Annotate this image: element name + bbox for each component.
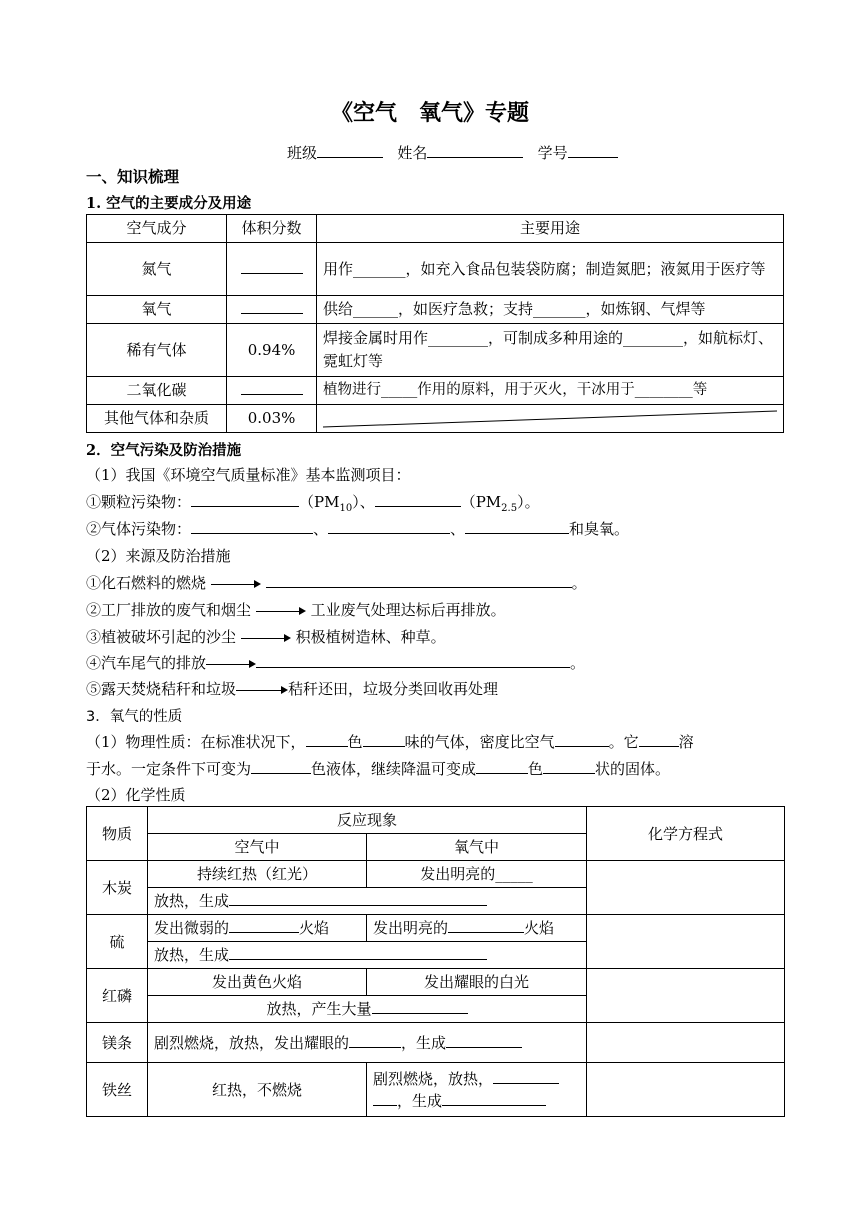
row-nitrogen-use: 用作_______，如充入食品包装袋防腐；制造氮肥；液氮用于医疗等: [317, 243, 784, 296]
row-co2-fraction[interactable]: [227, 377, 317, 405]
source-sand: ③植被破坏引起的沙尘: [86, 628, 237, 646]
source-factory: ②工厂排放的废气和烟尘: [86, 601, 252, 619]
row-co2-name: 二氧化碳: [87, 377, 227, 405]
equation-iron[interactable]: [587, 1063, 785, 1117]
pm25-close: ）。: [517, 493, 540, 511]
header-substance: 物质: [87, 807, 148, 861]
name-label: 姓名: [397, 144, 428, 162]
row-other-fraction: 0.03%: [227, 405, 317, 433]
equation-sulfur[interactable]: [587, 915, 785, 969]
subheading-oxygen: 3．氧气的性质: [86, 709, 183, 725]
phys-text-8: 色: [528, 760, 544, 778]
diagonal-strike-icon: [317, 405, 783, 432]
pm10-close: ）、: [352, 493, 375, 511]
carbon-air: 持续红热（红光）: [148, 861, 367, 888]
phys-text-9: 状的固体。: [595, 760, 671, 778]
phenomenon-blank-cont[interactable]: [373, 1091, 397, 1106]
source-line-5: [86, 678, 498, 699]
period: 。: [570, 654, 586, 672]
common-text: 放热，产生大量: [266, 1000, 372, 1018]
measure-blank-1[interactable]: [266, 573, 572, 588]
phys-text-6: 于水。一定条件下可变为: [86, 760, 252, 778]
gas-pollutant-line: [86, 518, 629, 539]
row-nitrogen-fraction[interactable]: [227, 243, 317, 296]
pollution-monitoring-intro: （1）我国《环境空气质量标准》基本监测项目：: [86, 466, 411, 484]
separator: 、: [313, 520, 329, 538]
phys-text-4: 。它: [608, 733, 639, 751]
measure-burning: 秸秆还田，垃圾分类回收再处理: [288, 680, 499, 698]
arrow-right-icon: [241, 633, 291, 643]
measure-blank-4[interactable]: [256, 653, 570, 668]
col-header-use: 主要用途: [317, 215, 784, 243]
iron-o2-text-2: ，生成: [397, 1091, 443, 1110]
name-blank[interactable]: [427, 143, 523, 158]
row-oxygen-name: 氧气: [87, 296, 227, 324]
odor-blank[interactable]: [363, 732, 405, 747]
phys-text-5: 溶: [678, 733, 694, 751]
phys-text-3: 味的气体，密度比空气: [404, 733, 555, 751]
source-line-2: [86, 599, 506, 620]
phosphorus-oxygen: 发出耀眼的白光: [367, 969, 587, 996]
reaction-table: [86, 806, 785, 1117]
pm10-subscript: 10: [339, 503, 353, 514]
sulfur-air: [148, 915, 367, 942]
color-blank[interactable]: [306, 732, 348, 747]
common-text: 放热，生成: [154, 946, 230, 964]
sulfur-o2-text: 发出明亮的: [373, 919, 449, 937]
sources-intro: （2）来源及防治措施: [86, 547, 231, 565]
pm10-blank[interactable]: [191, 492, 299, 507]
pm25-subscript: 2.5: [501, 503, 518, 514]
phenomenon-blank[interactable]: [493, 1069, 559, 1084]
density-blank[interactable]: [555, 732, 609, 747]
source-line-1: [86, 572, 587, 593]
carbon-oxygen: 发出明亮的_____: [367, 861, 587, 888]
iron-oxygen: [367, 1063, 587, 1117]
solubility-blank[interactable]: [639, 732, 679, 747]
substance-magnesium: 镁条: [87, 1023, 148, 1063]
sulfur-o2-flame: 火焰: [524, 919, 555, 937]
source-fossil-fuel: ①化石燃料的燃烧: [86, 574, 207, 592]
phosphorus-air: 发出黄色火焰: [148, 969, 367, 996]
arrow-right-icon: [236, 685, 288, 695]
gas-blank-3[interactable]: [465, 519, 569, 534]
class-blank[interactable]: [317, 143, 383, 158]
equation-carbon[interactable]: [587, 861, 785, 915]
phys-text-7: 色液体，继续降温可变成: [311, 760, 477, 778]
physical-property-line-1: [86, 731, 694, 752]
product-blank[interactable]: [442, 1091, 546, 1106]
chemical-property-heading: （2）化学性质: [86, 786, 186, 804]
measure-sand: 积极植树造林、种草。: [295, 628, 446, 646]
product-blank[interactable]: [229, 945, 487, 960]
air-composition-table: [86, 214, 784, 433]
header-phenomenon: 反应现象: [148, 807, 587, 834]
arrow-right-icon: [206, 659, 256, 669]
carbon-common: [148, 888, 587, 915]
substance-sulfur: 硫: [87, 915, 148, 969]
row-oxygen-use: 供给______，如医疗急救；支持_______，如炼钢、气焊等: [317, 296, 784, 324]
row-other-use-crossed: [317, 405, 784, 433]
mg-text-1: 剧烈燃烧，放热，发出耀眼的: [154, 1033, 350, 1052]
substance-iron: 铁丝: [87, 1063, 148, 1117]
pm10-open: （PM: [299, 493, 340, 511]
section-heading-1: 一、知识梳理: [86, 168, 180, 186]
source-line-4: [86, 652, 585, 673]
gas-pollutant-label: ②气体污染物：: [86, 520, 192, 538]
product-blank[interactable]: [229, 891, 487, 906]
mg-text-2: ，生成: [401, 1033, 447, 1052]
physical-property-line-2: [86, 758, 670, 779]
class-label: 班级: [287, 144, 318, 162]
phosphorus-common: [148, 996, 587, 1023]
subheading-pollution: 2．空气污染及防治措施: [86, 442, 242, 459]
pm25-blank[interactable]: [375, 492, 461, 507]
substance-carbon: 木炭: [87, 861, 148, 915]
arrow-right-icon: [256, 606, 306, 616]
source-line-3: [86, 626, 446, 647]
particulate-label: ①颗粒污染物：: [86, 493, 192, 511]
phys-text-2: 色: [347, 733, 363, 751]
equation-magnesium[interactable]: [587, 1023, 785, 1063]
solid-color-blank[interactable]: [476, 759, 528, 774]
magnesium-phenomenon: [148, 1023, 587, 1063]
solid-shape-blank[interactable]: [543, 759, 595, 774]
row-nitrogen-name: 氮气: [87, 243, 227, 296]
col-header-fraction: 体积分数: [227, 215, 317, 243]
source-vehicle: ④汽车尾气的排放: [86, 654, 207, 672]
fraction-blank[interactable]: [241, 299, 303, 314]
sulfur-air-flame: 火焰: [299, 919, 330, 937]
header-equation: 化学方程式: [587, 807, 785, 861]
header-in-air: 空气中: [148, 834, 367, 861]
sulfur-common: [148, 942, 587, 969]
subheading-air-composition: 1. 空气的主要成分及用途: [86, 195, 252, 212]
iron-air: 红热，不燃烧: [148, 1063, 367, 1117]
liquid-color-blank[interactable]: [251, 759, 311, 774]
row-noble-gas-use: 焊接金属时用作________，可制成多种用途的________，如航标灯、霓虹灯等: [317, 324, 784, 377]
fraction-blank[interactable]: [241, 380, 303, 395]
common-text: 放热，生成: [154, 892, 230, 910]
student-info-line: [287, 142, 618, 163]
arrow-right-icon: [211, 579, 261, 589]
row-noble-gas-fraction: 0.94%: [227, 324, 317, 377]
fraction-blank[interactable]: [241, 259, 303, 274]
phys-text-1: （1）物理性质：在标准状况下，: [86, 733, 306, 751]
iron-o2-text: 剧烈燃烧，放热，: [373, 1069, 494, 1088]
gas-blank-1[interactable]: [191, 519, 313, 534]
measure-factory: 工业废气处理达标后再排放。: [310, 601, 506, 619]
source-burning: ⑤露天焚烧秸秆和垃圾: [86, 680, 237, 698]
particulate-line: [86, 491, 540, 514]
id-label: 学号: [537, 144, 568, 162]
row-co2-use: 植物进行_____作用的原料，用于灭火，干冰用于________等: [317, 377, 784, 405]
separator: 、: [450, 520, 466, 538]
page-title: 《空气 氧气》专题: [330, 101, 529, 126]
flame-color-blank[interactable]: [229, 918, 299, 933]
row-oxygen-fraction[interactable]: [227, 296, 317, 324]
header-in-oxygen: 氧气中: [367, 834, 587, 861]
pm25-open: （PM: [460, 493, 502, 511]
substance-phosphorus: 红磷: [87, 969, 148, 1023]
gas-pollutant-end: 和臭氧。: [569, 520, 630, 538]
sulfur-oxygen: [367, 915, 587, 942]
light-color-blank[interactable]: [349, 1033, 401, 1048]
product-blank[interactable]: [372, 999, 468, 1014]
id-blank[interactable]: [568, 143, 618, 158]
row-other-name: 其他气体和杂质: [87, 405, 227, 433]
row-noble-gas-name: 稀有气体: [87, 324, 227, 377]
flame-color-blank[interactable]: [448, 918, 524, 933]
period: 。: [571, 574, 587, 592]
sulfur-air-text: 发出微弱的: [154, 919, 230, 937]
gas-blank-2[interactable]: [328, 519, 450, 534]
product-blank[interactable]: [446, 1033, 522, 1048]
equation-phosphorus[interactable]: [587, 969, 785, 1023]
col-header-component: 空气成分: [87, 215, 227, 243]
